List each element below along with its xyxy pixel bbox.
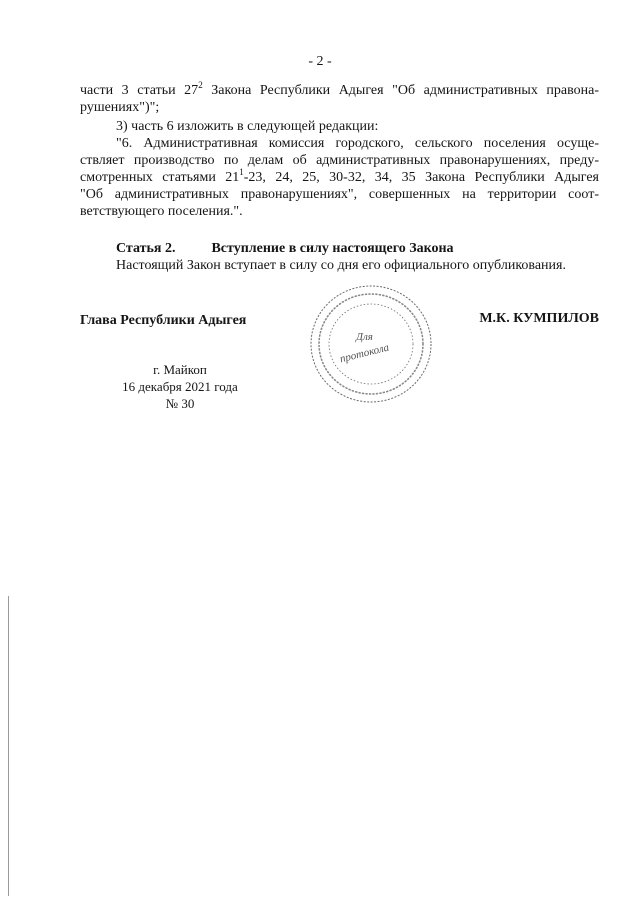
superscript: 1 — [239, 167, 244, 177]
signatory-name: М.К. КУМПИЛОВ — [479, 311, 599, 326]
text-line: 3) часть 6 изложить в следующей редакции: — [116, 119, 379, 134]
text-line: ветствующего поселения.". — [80, 204, 243, 219]
superscript: 2 — [198, 80, 203, 90]
text-line: ствляет производство по делам об административных правонарушениях, преду- — [80, 153, 599, 168]
date: 16 декабря 2021 года — [122, 379, 238, 394]
place-and-date — [100, 361, 260, 412]
article-number: Статья 2. — [116, 241, 176, 256]
text-line: смотренных статьями $21^1-23$, 24, 25, 30-32, 34, 35 Закона Республики Адыгея — [80, 167, 599, 185]
article-text: Настоящий Закон вступает в силу со дня его официального опубликования. — [116, 258, 566, 273]
stamp-text: протокола — [338, 341, 391, 366]
amendment-paragraph-2 — [80, 118, 599, 135]
text-line: "6. Административная комиссия городского, сельского поселения осуще- — [116, 136, 599, 151]
signatory-position: Глава Республики Адыгея — [80, 313, 247, 328]
amendment-paragraph-1 — [80, 82, 599, 116]
scan-margin-line — [8, 596, 9, 896]
place: г. Майкоп — [153, 362, 207, 377]
article-heading — [116, 241, 454, 257]
stamp-text: Для — [356, 331, 373, 343]
stamp-seal — [306, 281, 436, 407]
amendment-paragraph-3 — [80, 135, 599, 220]
document-number: № 30 — [165, 396, 195, 411]
page-number: - 2 - — [308, 54, 332, 69]
text-line: рушениях")"; — [80, 100, 160, 115]
text-line: части 3 статьи $27^2$ Закона Республики Адыгея "Об административных правона- — [80, 80, 599, 98]
article-title: Вступление в силу настоящего Закона — [211, 241, 454, 256]
text-line: "Об административных правонарушениях", совершенных на территории соот- — [80, 187, 599, 202]
